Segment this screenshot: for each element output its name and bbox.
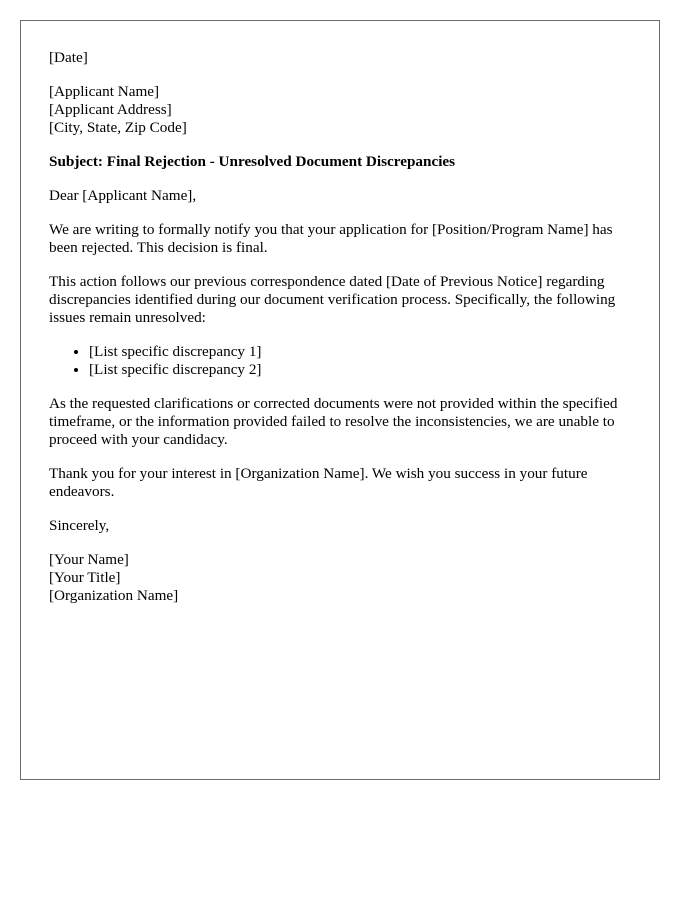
body-paragraph-previous-correspondence: This action follows our previous correspondence dated [Date of Previous Notice] regarding discrepancies identified during our document verification process. Specifically, the following issues remain unresolved: <box>49 273 616 326</box>
recipient-name: [Applicant Name] <box>49 83 160 100</box>
body-paragraph-rejection: We are writing to formally notify you that your application for [Position/Program Name] has been rejected. This decision is final. <box>49 221 613 256</box>
signature-name: [Your Name] <box>49 551 129 568</box>
signature-block <box>49 551 631 605</box>
discrepancy-list <box>49 343 631 379</box>
letter-subject: Subject: Final Rejection - Unresolved Document Discrepancies <box>49 153 456 170</box>
recipient-address-block <box>49 83 631 137</box>
signature-organization: [Organization Name] <box>49 587 179 604</box>
letter-salutation: Dear [Applicant Name], <box>49 187 197 204</box>
body-paragraph-unable-to-proceed: As the requested clarifications or corrected documents were not provided within the specified timeframe, or the information provided failed to resolve the inconsistencies, we are unable to proceed with your candidacy. <box>49 395 618 448</box>
list-item-discrepancy: • [List specific discrepancy 2] <box>89 361 631 379</box>
body-paragraph-thank-you: Thank you for your interest in [Organization Name]. We wish you success in your future endeavors. <box>49 465 588 500</box>
signature-title: [Your Title] <box>49 569 121 586</box>
list-item-discrepancy: • [List specific discrepancy 1] <box>89 343 631 361</box>
letter-closing: Sincerely, <box>49 517 110 534</box>
letter-date: [Date] <box>49 49 88 66</box>
letter-document <box>20 20 660 780</box>
recipient-city-state-zip: [City, State, Zip Code] <box>49 119 187 136</box>
recipient-address: [Applicant Address] <box>49 101 172 118</box>
